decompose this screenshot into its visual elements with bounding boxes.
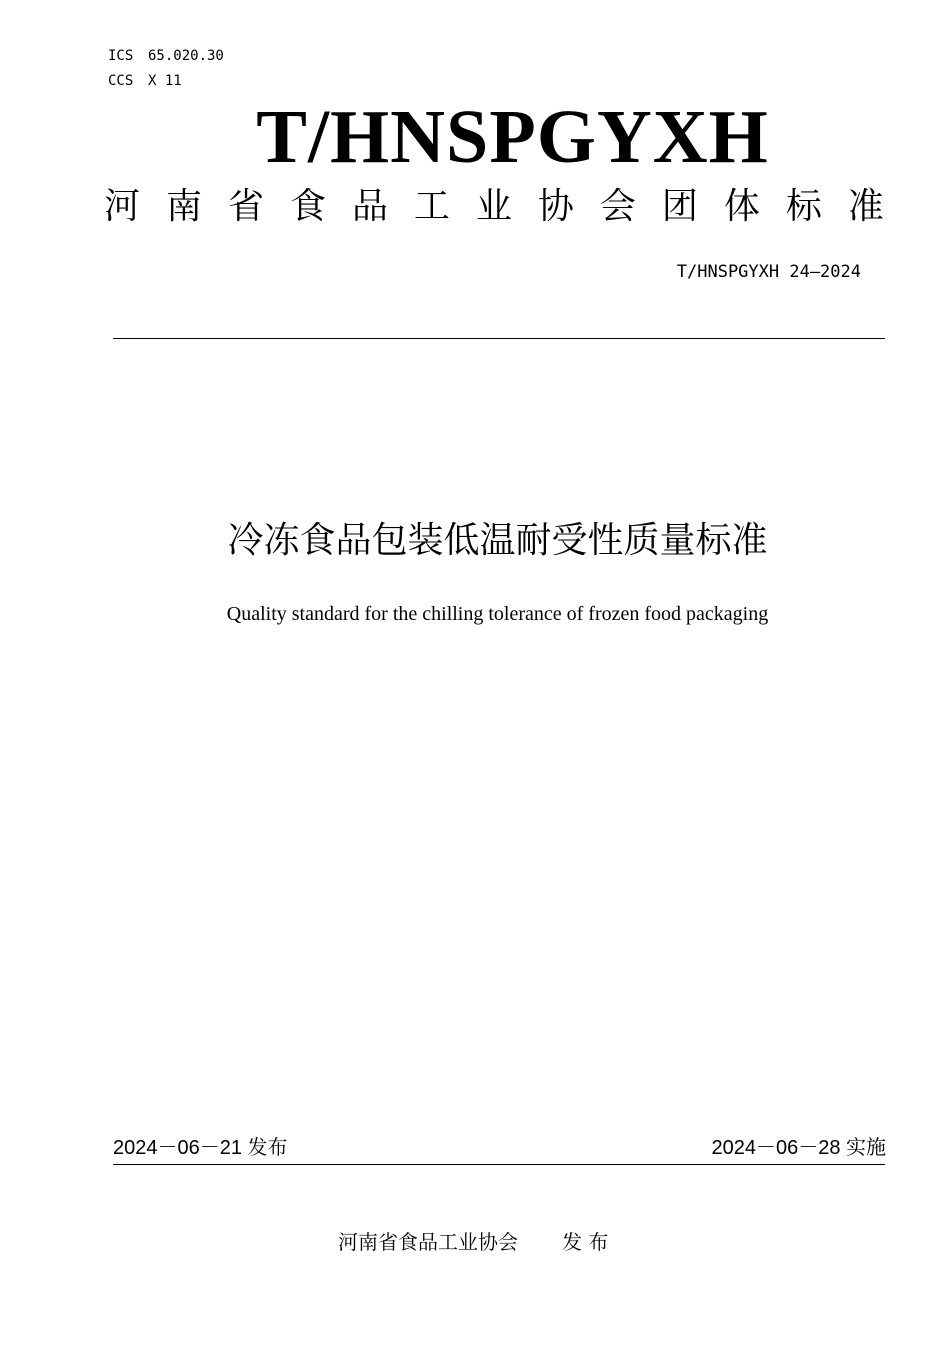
publisher-name: 河南省食品工业协会 xyxy=(338,1230,518,1254)
org-char: 工 xyxy=(413,186,450,227)
implementation-date: 2024－06－28 实施 xyxy=(711,1137,886,1159)
org-char: 团 xyxy=(661,186,698,227)
document-title-english: Quality standard for the chilling tolerance of frozen food packaging xyxy=(226,603,769,625)
ccs-row xyxy=(108,69,224,94)
bottom-divider xyxy=(113,1164,885,1165)
issue-date: 2024－06－21 发布 xyxy=(113,1137,288,1159)
top-divider xyxy=(113,338,885,339)
org-char: 会 xyxy=(599,186,636,227)
ics-value: 65.020.30 xyxy=(148,48,224,64)
publisher-action: 发 布 xyxy=(562,1230,609,1254)
org-char: 河 xyxy=(104,186,141,227)
publisher-line xyxy=(338,1228,608,1256)
org-char: 标 xyxy=(785,186,822,227)
ccs-label: CCS xyxy=(108,73,134,89)
org-char: 业 xyxy=(475,186,512,227)
ics-row xyxy=(108,44,224,69)
document-title-chinese: 冷冻食品包装低温耐受性质量标准 xyxy=(227,520,768,561)
org-char: 协 xyxy=(537,186,574,227)
org-char: 食 xyxy=(289,186,326,227)
org-char: 南 xyxy=(165,186,202,227)
org-char: 准 xyxy=(847,186,884,227)
org-char: 省 xyxy=(227,186,264,227)
classification-codes xyxy=(108,44,224,94)
ics-label: ICS xyxy=(108,48,134,64)
organization-standard-line xyxy=(104,183,884,231)
ccs-value: X 11 xyxy=(148,73,182,89)
org-char: 体 xyxy=(723,186,760,227)
standard-number: T/HNSPGYXH 24—2024 xyxy=(676,262,861,282)
standard-code-heading: T/HNSPGYXH xyxy=(256,95,769,179)
org-char: 品 xyxy=(351,186,388,227)
